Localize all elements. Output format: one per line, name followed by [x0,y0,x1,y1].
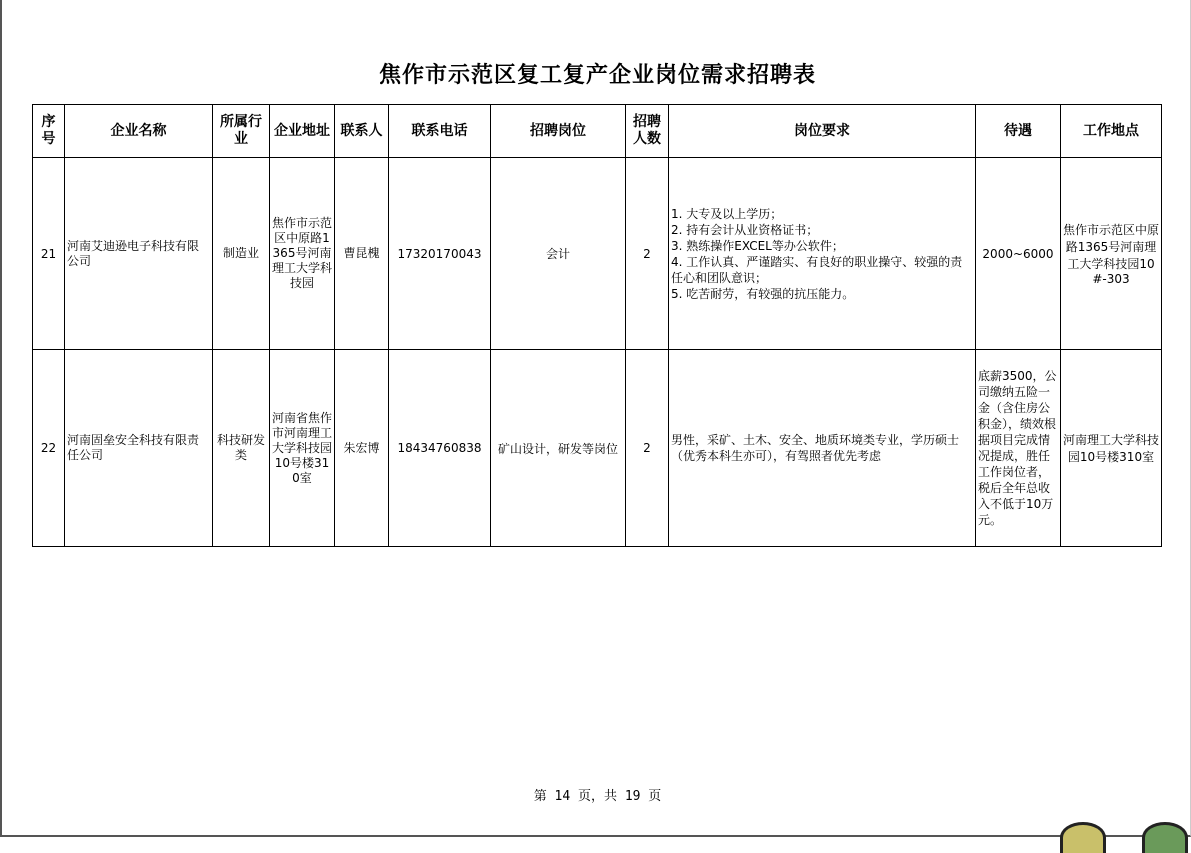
cell-requirements [669,158,976,350]
table-header-row [33,105,1162,158]
requirement-item: 5. 吃苦耐劳，有较强的抗压能力。 [671,286,973,302]
cell-industry: 制造业 [213,158,270,350]
header-company: 企业名称 [65,105,213,158]
header-position: 招聘岗位 [491,105,626,158]
table-row [33,158,1162,350]
cell-position: 矿山设计，研发等岗位 [491,350,626,547]
cell-company: 河南艾迪逊电子科技有限公司 [65,158,213,350]
cell-salary: 底薪3500，公司缴纳五险一金（含住房公积金），绩效根据项目完成情况提成，胜任工作岗位者，税后全年总收入不低于10万元。 [976,350,1061,547]
header-industry: 所属行业 [213,105,270,158]
header-salary: 待遇 [976,105,1061,158]
requirement-item: 2. 持有会计从业资格证书； [671,222,973,238]
requirement-item: 3. 熟练操作EXCEL等办公软件； [671,238,973,254]
emblem-icon [1060,822,1106,853]
cell-position: 会计 [491,158,626,350]
recruitment-table [32,104,1162,547]
header-requirements: 岗位要求 [669,105,976,158]
cell-count: 2 [626,158,669,350]
cell-location: 河南理工大学科技园10号楼310室 [1061,350,1162,547]
header-count: 招聘人数 [626,105,669,158]
page-footer: 第 14 页，共 19 页 [2,785,1191,804]
requirement-item: 1. 大专及以上学历； [671,206,973,222]
cell-address: 焦作市示范区中原路1365号河南理工大学科技园 [270,158,335,350]
cell-index: 21 [33,158,65,350]
header-phone: 联系电话 [389,105,491,158]
cell-company: 河南固垒安全科技有限责任公司 [65,350,213,547]
cell-industry: 科技研发类 [213,350,270,547]
cell-contact: 曹昆槐 [335,158,389,350]
cell-phone: 18434760838 [389,350,491,547]
header-index: 序号 [33,105,65,158]
cell-salary: 2000~6000 [976,158,1061,350]
header-address: 企业地址 [270,105,335,158]
cell-contact: 朱宏博 [335,350,389,547]
header-contact: 联系人 [335,105,389,158]
cell-requirements: 男性，采矿、土木、安全、地质环境类专业，学历硕士（优秀本科生亦可），有驾照者优先考虑 [669,350,976,547]
cell-count: 2 [626,350,669,547]
cell-index: 22 [33,350,65,547]
requirement-item: 4. 工作认真、严谨踏实、有良好的职业操守、较强的责任心和团队意识； [671,254,973,286]
cell-phone: 17320170043 [389,158,491,350]
header-location: 工作地点 [1061,105,1162,158]
emblem-icon [1142,822,1188,853]
requirements-list [671,206,973,302]
cell-location: 焦作市示范区中原路1365号河南理工大学科技园10#-303 [1061,158,1162,350]
cell-address: 河南省焦作市河南理工大学科技园10号楼310室 [270,350,335,547]
page-title: 焦作市示范区复工复产企业岗位需求招聘表 [2,58,1191,89]
table-row [33,350,1162,547]
